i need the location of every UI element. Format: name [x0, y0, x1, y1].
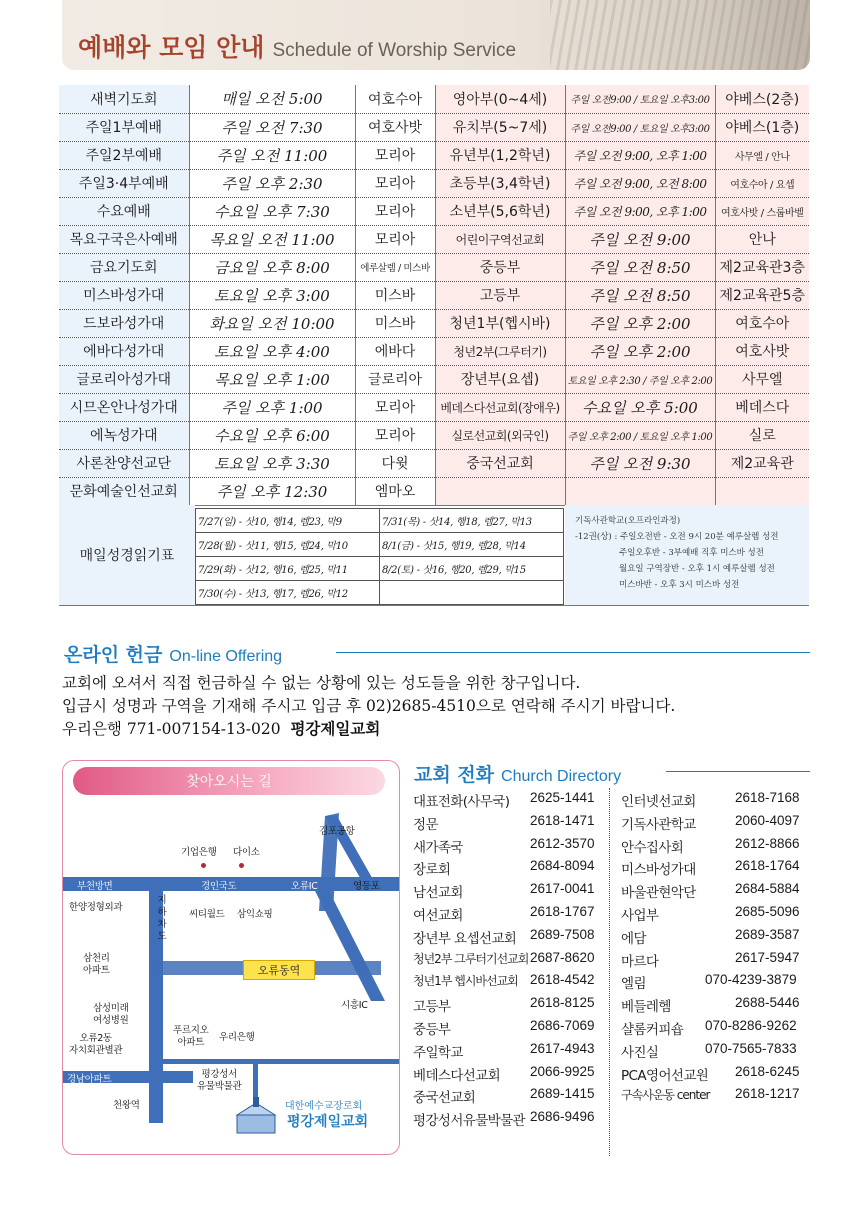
department-place: 안나 — [715, 225, 809, 253]
meeting-time: 주일 오후 2:30 — [189, 169, 355, 197]
directory-left-column — [413, 788, 603, 1130]
group-name: 목요구국은사예배 — [59, 225, 189, 253]
academy-note: 기독사관학교(오프라인과정) — [575, 516, 681, 526]
map-label-gyeongin: 경인국도 — [201, 881, 237, 892]
directory-entry-name: 대표전화(사무국) — [413, 794, 510, 810]
directory-entry-phone: 2689-1415 — [530, 1086, 595, 1102]
group-name: 주일1부예배 — [59, 113, 189, 141]
directory-entry-name: 구속사운동 center — [621, 1088, 710, 1103]
department-name: 중등부 — [435, 253, 565, 281]
page-title-english: Schedule of Worship Service — [272, 40, 517, 61]
reading-row — [196, 509, 564, 533]
church-building-icon — [231, 1097, 281, 1137]
offering-title-korean: 온라인 헌금 — [64, 644, 163, 666]
directory-entry-name: 베데스다선교회 — [413, 1067, 501, 1084]
directory-entry-phone: 2618-6245 — [735, 1063, 800, 1079]
department-time: 주일 오전 8:50 — [565, 281, 715, 309]
table-row — [59, 393, 809, 421]
reading-cell: 7/28(월) - 삿11, 행15, 렘24, 막10 — [196, 533, 380, 557]
group-name: 주일2부예배 — [59, 141, 189, 169]
map-marker — [201, 863, 206, 868]
group-name: 새벽기도회 — [59, 85, 189, 113]
directory-entry — [413, 788, 603, 811]
directory-entry-phone: 2618-1764 — [735, 858, 800, 874]
directory-entry — [413, 970, 603, 993]
meeting-time: 화요일 오전 10:00 — [189, 309, 355, 337]
directory-entry-phone: 2617-5947 — [735, 949, 800, 965]
map-label-bucheon: 부천방면 — [77, 881, 113, 892]
directory-entry-name: 기독사관학교 — [621, 816, 696, 833]
map-label-prugio: 푸르지오 아파트 — [173, 1025, 209, 1048]
directory-entry-phone: 2617-0041 — [530, 881, 595, 897]
banner-crowd-image — [550, 0, 810, 70]
directory-entry-name: 남선교회 — [413, 885, 463, 902]
directory-entry — [413, 948, 603, 971]
account-holder: 평강제일교회 — [290, 720, 381, 738]
department-place: 여호수아 — [715, 309, 809, 337]
map-label-museum: 평강성서 유물박물관 — [197, 1069, 242, 1092]
department-place: 제2교육관5층 — [715, 281, 809, 309]
offering-title — [64, 640, 282, 667]
map-label-oryu2: 오류2동 자치회관별관 — [69, 1033, 123, 1056]
meeting-place: 에루살렘 / 미스바 — [355, 253, 435, 281]
department-place: 베데스다 — [715, 393, 809, 421]
department-time: 주일 오전 9:30 — [565, 449, 715, 477]
table-row — [59, 169, 809, 197]
directory-entry — [621, 788, 813, 811]
directory-entry — [621, 993, 813, 1016]
directory-entry-name: PCA영어선교원 — [621, 1067, 709, 1084]
directory-divider — [609, 788, 610, 1156]
map-label-samsung: 삼성미래 여성병원 — [93, 1003, 129, 1026]
academy-note: -12권(상) : 주일오전반 - 오전 9시 20분 예루살렘 성전 — [575, 532, 779, 542]
meeting-time: 목요일 오후 1:00 — [189, 365, 355, 393]
directory-right-column — [621, 788, 813, 1107]
directory-entry — [413, 879, 603, 902]
offering-text — [62, 672, 675, 741]
worship-schedule-table — [59, 85, 809, 506]
map-label-oryu-ic: 오류IC — [291, 881, 318, 892]
offering-title-rule — [336, 652, 810, 653]
reading-cell: 8/1(금) - 삿15, 행19, 렘28, 막14 — [380, 533, 564, 557]
directory-entry-phone: 2618-1471 — [530, 812, 595, 828]
meeting-place: 모리아 — [355, 141, 435, 169]
group-name: 금요기도회 — [59, 253, 189, 281]
directory-entry-name: 장로회 — [413, 862, 451, 879]
directory-entry-name: 주일학교 — [413, 1044, 463, 1061]
directory-entry-phone: 2617-4943 — [530, 1040, 595, 1056]
meeting-time: 주일 오후 1:00 — [189, 393, 355, 421]
group-name: 드보라성가대 — [59, 309, 189, 337]
directory-entry — [413, 856, 603, 879]
department-name: 어린이구역선교회 — [435, 225, 565, 253]
meeting-time: 매일 오전 5:00 — [189, 85, 355, 113]
department-place: 야베스(2층) — [715, 85, 809, 113]
directory-entry-name: 에담 — [621, 930, 646, 947]
directory-entry — [621, 1039, 813, 1062]
directory-entry — [413, 811, 603, 834]
directory-entry-phone: 2618-1767 — [530, 903, 595, 919]
department-time: 토요일 오후 2:30 / 주일 오후 2:00 — [565, 365, 715, 393]
department-name: 고등부 — [435, 281, 565, 309]
department-time: 주일 오전9:00 / 토요일 오후3:00 — [565, 85, 715, 113]
directory-entry-phone: 2686-7069 — [530, 1017, 595, 1033]
department-place: 야베스(1층) — [715, 113, 809, 141]
directory-entry-name: 인터넷선교회 — [621, 794, 696, 810]
directory-entry — [413, 1107, 603, 1130]
department-time: 주일 오전 8:50 — [565, 253, 715, 281]
map-roads — [63, 761, 400, 1155]
group-name: 글로리아성가대 — [59, 365, 189, 393]
directory-entry-phone: 2684-8094 — [530, 858, 595, 874]
page-title — [78, 28, 516, 64]
directory-entry-name: 청년1부 헵시바선교회 — [413, 974, 518, 989]
reading-cell: 7/29(화) - 삿12, 행16, 렘25, 막11 — [196, 557, 380, 581]
meeting-place: 여호사밧 — [355, 113, 435, 141]
department-name: 영아부(0~4세) — [435, 85, 565, 113]
department-name: 실로선교회(외국인) — [435, 421, 565, 449]
academy-note: 월요일 구역장반 - 오후 1시 예루살렘 성전 — [619, 564, 775, 574]
meeting-time: 주일 오후 12:30 — [189, 477, 355, 505]
directory-entry-phone: 2618-4542 — [530, 972, 595, 988]
department-name: 유치부(5~7세) — [435, 113, 565, 141]
directory-entry-phone: 2689-7508 — [530, 926, 595, 942]
meeting-time: 주일 오전 11:00 — [189, 141, 355, 169]
meeting-place: 모리아 — [355, 225, 435, 253]
directory-entry-name: 고등부 — [413, 999, 451, 1016]
department-time — [565, 477, 715, 505]
map-label-ibk: 기업은행 — [181, 847, 217, 858]
church-name: 평강제일교회 — [287, 1114, 369, 1130]
map-label-underpass: 지하차도 — [157, 895, 167, 942]
directory-entry-name: 청년2부 그루터기선교회 — [413, 951, 529, 966]
directory-entry-name: 중등부 — [413, 1021, 451, 1038]
reading-cell: 7/27(일) - 삿10, 행14, 렘23, 막9 — [196, 509, 380, 533]
map-label-samik: 삼익쇼핑 — [237, 909, 273, 920]
department-name: 장년부(요셉) — [435, 365, 565, 393]
meeting-place: 다윗 — [355, 449, 435, 477]
meeting-time: 금요일 오후 8:00 — [189, 253, 355, 281]
reading-cell: 7/30(수) - 삿13, 행17, 렘26, 막12 — [196, 581, 380, 605]
group-name: 문화예술인선교회 — [59, 477, 189, 505]
directory-title-rule — [666, 771, 810, 772]
meeting-time: 토요일 오후 3:30 — [189, 449, 355, 477]
directory-entry-phone: 070-8286-9262 — [705, 1017, 797, 1033]
map-label-cheonwang: 천왕역 — [113, 1100, 140, 1111]
table-row — [59, 337, 809, 365]
meeting-place: 미스바 — [355, 281, 435, 309]
road-lower — [155, 1059, 400, 1064]
church-denomination: 대한예수교장로회 — [285, 1101, 363, 1112]
department-place: 사무엘 — [715, 365, 809, 393]
directory-entry-name: 사진실 — [621, 1044, 659, 1061]
directory-entry — [621, 970, 813, 993]
directory-entry-phone: 2686-9496 — [530, 1109, 595, 1125]
group-name: 에녹성가대 — [59, 421, 189, 449]
department-time: 주일 오후 2:00 — [565, 309, 715, 337]
meeting-place: 모리아 — [355, 393, 435, 421]
map-label-daiso: 다이소 — [233, 847, 260, 858]
meeting-time: 토요일 오후 3:00 — [189, 281, 355, 309]
map-label-oryu-station: 오류동역 — [243, 960, 315, 980]
department-place: 여호사밧 — [715, 337, 809, 365]
department-name: 중국선교회 — [435, 449, 565, 477]
department-name: 유년부(1,2학년) — [435, 141, 565, 169]
map-label-yeongdeungpo: 영등포 — [353, 881, 380, 892]
map-label-woori: 우리은행 — [219, 1032, 255, 1043]
offering-title-english: On-line Offering — [169, 648, 283, 665]
meeting-time: 토요일 오후 4:00 — [189, 337, 355, 365]
table-row — [59, 365, 809, 393]
department-name: 청년2부(그루터기) — [435, 337, 565, 365]
department-place: 사무엘 / 안나 — [715, 141, 809, 169]
directory-entry — [413, 1039, 603, 1062]
table-row — [59, 85, 809, 113]
page-title-korean: 예배와 모임 안내 — [78, 33, 265, 62]
directory-entry-phone: 2060-4097 — [735, 812, 800, 828]
reading-cell — [380, 581, 564, 605]
directory-title-english: Church Directory — [501, 768, 622, 785]
department-time: 주일 오전9:00 / 토요일 오후3:00 — [565, 113, 715, 141]
meeting-place: 엠마오 — [355, 477, 435, 505]
department-time: 수요일 오후 5:00 — [565, 393, 715, 421]
directory-title — [414, 760, 621, 787]
directory-entry-name: 미스바성가대 — [621, 862, 696, 879]
meeting-time: 수요일 오후 6:00 — [189, 421, 355, 449]
reading-row — [196, 581, 564, 605]
directory-entry — [621, 811, 813, 834]
reading-row — [196, 557, 564, 581]
offering-line: 교회에 오셔서 직접 헌금하실 수 없는 상황에 있는 성도들을 위한 창구입니다. — [62, 674, 581, 692]
table-row — [59, 197, 809, 225]
group-name: 미스바성가대 — [59, 281, 189, 309]
department-place: 실로 — [715, 421, 809, 449]
directory-entry-phone: 2625-1441 — [530, 790, 595, 805]
directory-entry — [621, 1016, 813, 1039]
bible-reading-section — [59, 505, 809, 606]
directory-entry — [413, 902, 603, 925]
directory-entry — [621, 925, 813, 948]
directory-entry-phone: 2687-8620 — [530, 949, 595, 965]
directory-entry — [621, 879, 813, 902]
meeting-place: 여호수아 — [355, 85, 435, 113]
meeting-place: 모리아 — [355, 421, 435, 449]
table-row — [59, 449, 809, 477]
map-label-siheung-ic: 시흥IC — [341, 1000, 368, 1011]
directory-entry-name: 새가족국 — [413, 839, 463, 856]
directions-map — [62, 760, 400, 1155]
directory-entry-name: 마르다 — [621, 953, 659, 970]
department-time: 주일 오전 9:00, 오후 1:00 — [565, 197, 715, 225]
department-time: 주일 오후 2:00 / 토요일 오후 1:00 — [565, 421, 715, 449]
directory-entry-phone: 2618-1217 — [735, 1086, 800, 1102]
meeting-time: 목요일 오전 11:00 — [189, 225, 355, 253]
academy-note: 주일오후반 - 3부예배 직후 미스바 성전 — [619, 548, 764, 558]
reading-row — [196, 533, 564, 557]
directory-entry-phone: 2618-8125 — [530, 995, 595, 1011]
map-label-cityworld: 씨티월드 — [189, 909, 225, 920]
header-banner — [62, 0, 810, 70]
academy-notes — [565, 505, 809, 605]
directory-entry-name: 여선교회 — [413, 907, 463, 924]
directory-entry — [621, 834, 813, 857]
map-label-gimpo: 김포공항 — [319, 826, 355, 837]
directory-entry — [413, 834, 603, 857]
directory-entry — [413, 1016, 603, 1039]
directory-entry-phone: 2066-9925 — [530, 1063, 595, 1079]
directory-entry-name: 장년부 요셉선교회 — [413, 930, 517, 947]
table-row — [59, 253, 809, 281]
map-title: 찾아오시는 길 — [73, 767, 385, 795]
group-name: 사론찬양선교단 — [59, 449, 189, 477]
reading-cell: 7/31(목) - 삿14, 행18, 렘27, 막13 — [380, 509, 564, 533]
table-row — [59, 421, 809, 449]
table-row — [59, 141, 809, 169]
meeting-place: 미스바 — [355, 309, 435, 337]
directory-entry — [621, 948, 813, 971]
department-time: 주일 오전 9:00, 오전 8:00 — [565, 169, 715, 197]
directory-entry — [621, 902, 813, 925]
offering-account — [62, 718, 675, 741]
meeting-place: 글로리아 — [355, 365, 435, 393]
department-place: 제2교육관 — [715, 449, 809, 477]
directory-entry-name: 엘림 — [621, 976, 646, 993]
meeting-time: 수요일 오후 7:30 — [189, 197, 355, 225]
directory-entry-phone: 2688-5446 — [735, 995, 800, 1011]
directory-entry — [621, 1084, 813, 1107]
group-name: 에바다성가대 — [59, 337, 189, 365]
directory-entry-name: 바울관현악단 — [621, 885, 696, 902]
bible-reading-body — [196, 509, 564, 605]
department-place — [715, 477, 809, 505]
department-time: 주일 오전 9:00, 오후 1:00 — [565, 141, 715, 169]
bible-reading-grid — [195, 508, 564, 605]
meeting-place: 에바다 — [355, 337, 435, 365]
table-row — [59, 309, 809, 337]
directory-entry — [413, 1062, 603, 1085]
department-name: 소년부(5,6학년) — [435, 197, 565, 225]
department-name — [435, 477, 565, 505]
group-name: 시므온안나성가대 — [59, 393, 189, 421]
directory-entry-name: 안수집사회 — [621, 839, 684, 856]
directory-entry-phone: 2684-5884 — [735, 881, 800, 897]
directory-entry-phone: 2618-7168 — [735, 790, 800, 805]
group-name: 주일3·4부예배 — [59, 169, 189, 197]
bible-reading-label: 매일성경읽기표 — [59, 505, 195, 605]
department-name: 베데스다선교회(장애우) — [435, 393, 565, 421]
map-marker — [239, 863, 244, 868]
directory-entry — [413, 993, 603, 1016]
department-place: 여호사밧 / 스룹바벨 — [715, 197, 809, 225]
map-label-gyeongnam: 경남아파트 — [67, 1074, 112, 1085]
department-place: 제2교육관3층 — [715, 253, 809, 281]
road-siheung — [311, 883, 385, 1001]
department-time: 주일 오전 9:00 — [565, 225, 715, 253]
meeting-time: 주일 오전 7:30 — [189, 113, 355, 141]
directory-entry-name: 사업부 — [621, 907, 659, 924]
reading-cell: 8/2(토) - 삿16, 행20, 렘29, 막15 — [380, 557, 564, 581]
table-row — [59, 225, 809, 253]
directory-entry — [621, 856, 813, 879]
directory-entry — [621, 1062, 813, 1085]
bank-account-number: 우리은행 771-007154-13-020 — [62, 720, 281, 738]
academy-note: 미스바반 - 오후 3시 미스바 성전 — [619, 580, 740, 590]
directory-entry-phone: 070-7565-7833 — [705, 1040, 797, 1056]
directory-entry-phone: 2689-3587 — [735, 926, 800, 942]
directory-entry-name: 중국선교회 — [413, 1090, 476, 1107]
directory-title-korean: 교회 전화 — [414, 764, 495, 786]
department-time: 주일 오후 2:00 — [565, 337, 715, 365]
department-place: 여호수아 / 요셉 — [715, 169, 809, 197]
department-name: 청년1부(헵시바) — [435, 309, 565, 337]
directory-entry-phone: 070-4239-3879 — [705, 972, 797, 988]
directory-entry-name: 정문 — [413, 816, 438, 833]
table-row — [59, 113, 809, 141]
table-row — [59, 281, 809, 309]
directory-entry-phone: 2612-8866 — [735, 835, 800, 851]
meeting-place: 모리아 — [355, 197, 435, 225]
directory-entry — [413, 925, 603, 948]
directory-entry-name: 평강성서유물박물관 — [413, 1113, 525, 1130]
schedule-body — [59, 85, 809, 505]
department-name: 초등부(3,4학년) — [435, 169, 565, 197]
directory-entry-name: 베들레헴 — [621, 999, 671, 1016]
offering-line: 입금시 성명과 구역을 기재해 주시고 입금 후 02)2685-4510으로 연락해 주시기 바랍니다. — [62, 697, 676, 715]
group-name: 수요예배 — [59, 197, 189, 225]
directory-entry-phone: 2685-5096 — [735, 903, 800, 919]
directory-entry-name: 샬롬커피숍 — [621, 1021, 684, 1038]
meeting-place: 모리아 — [355, 169, 435, 197]
map-label-samcheonri: 삼천리 아파트 — [83, 953, 110, 976]
table-row — [59, 477, 809, 505]
directory-entry-phone: 2612-3570 — [530, 835, 595, 851]
map-label-hanyang: 한양정형외과 — [69, 902, 123, 913]
directory-entry — [413, 1084, 603, 1107]
